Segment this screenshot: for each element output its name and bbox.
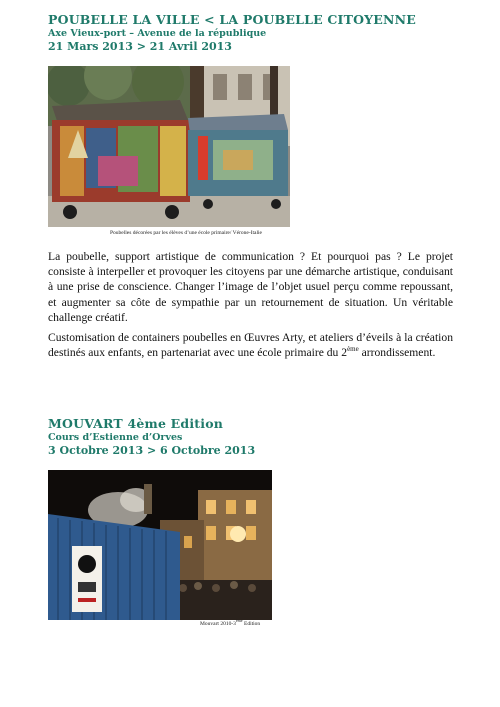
section2-dates: 3 Octobre 2013 > 6 Octobre 2013 [48, 444, 256, 457]
section1-dates: 21 Mars 2013 > 21 Avril 2013 [48, 40, 232, 53]
decorated-bins-photo [48, 66, 290, 227]
section1-paragraph-2-sup: ème [347, 345, 359, 354]
section1-paragraph-2-main: Customisation de containers poubelles en Œuvres Arty, et ateliers d’éveils à la création destinés aux enfants, en partenariat avec une école primaire du 2 [48, 331, 453, 360]
section2-title: MOUVART 4ème Edition [48, 416, 224, 431]
section2-photo-caption-sup: ème [235, 618, 243, 624]
section1-paragraph-2 [48, 330, 453, 360]
section1-title: POUBELLE LA VILLE < LA POUBELLE CITOYENNE [48, 12, 417, 27]
section1-paragraph-2-end: arrondissement. [358, 346, 436, 360]
section2-photo-caption-main: Mouvart 2010-3 [200, 621, 236, 627]
section2-photo-caption-end: Edition [242, 621, 261, 627]
mouvart-night-photo [48, 470, 272, 620]
section1-photo-caption: Poubelles décorées par les élèves d’une école primaire/ Vérone-Italie [110, 230, 262, 236]
section1-paragraph-1: La poubelle, support artistique de communication ? Et pourquoi pas ? Le projet consiste à interpeller et provoquer les citoyens par une démarche artistique, conduisant à une prise de conscience. Changer l’image de l’objet usuel perçu comme repoussant, et augmenter sa côte de sympathie par un retournement de situation. Un véritable challenge créatif. [48, 250, 453, 324]
section2-location: Cours d’Estienne d’Orves [48, 432, 183, 443]
section1-location: Axe Vieux-port – Avenue de la république [48, 28, 267, 39]
section2-photo-caption [200, 618, 261, 627]
